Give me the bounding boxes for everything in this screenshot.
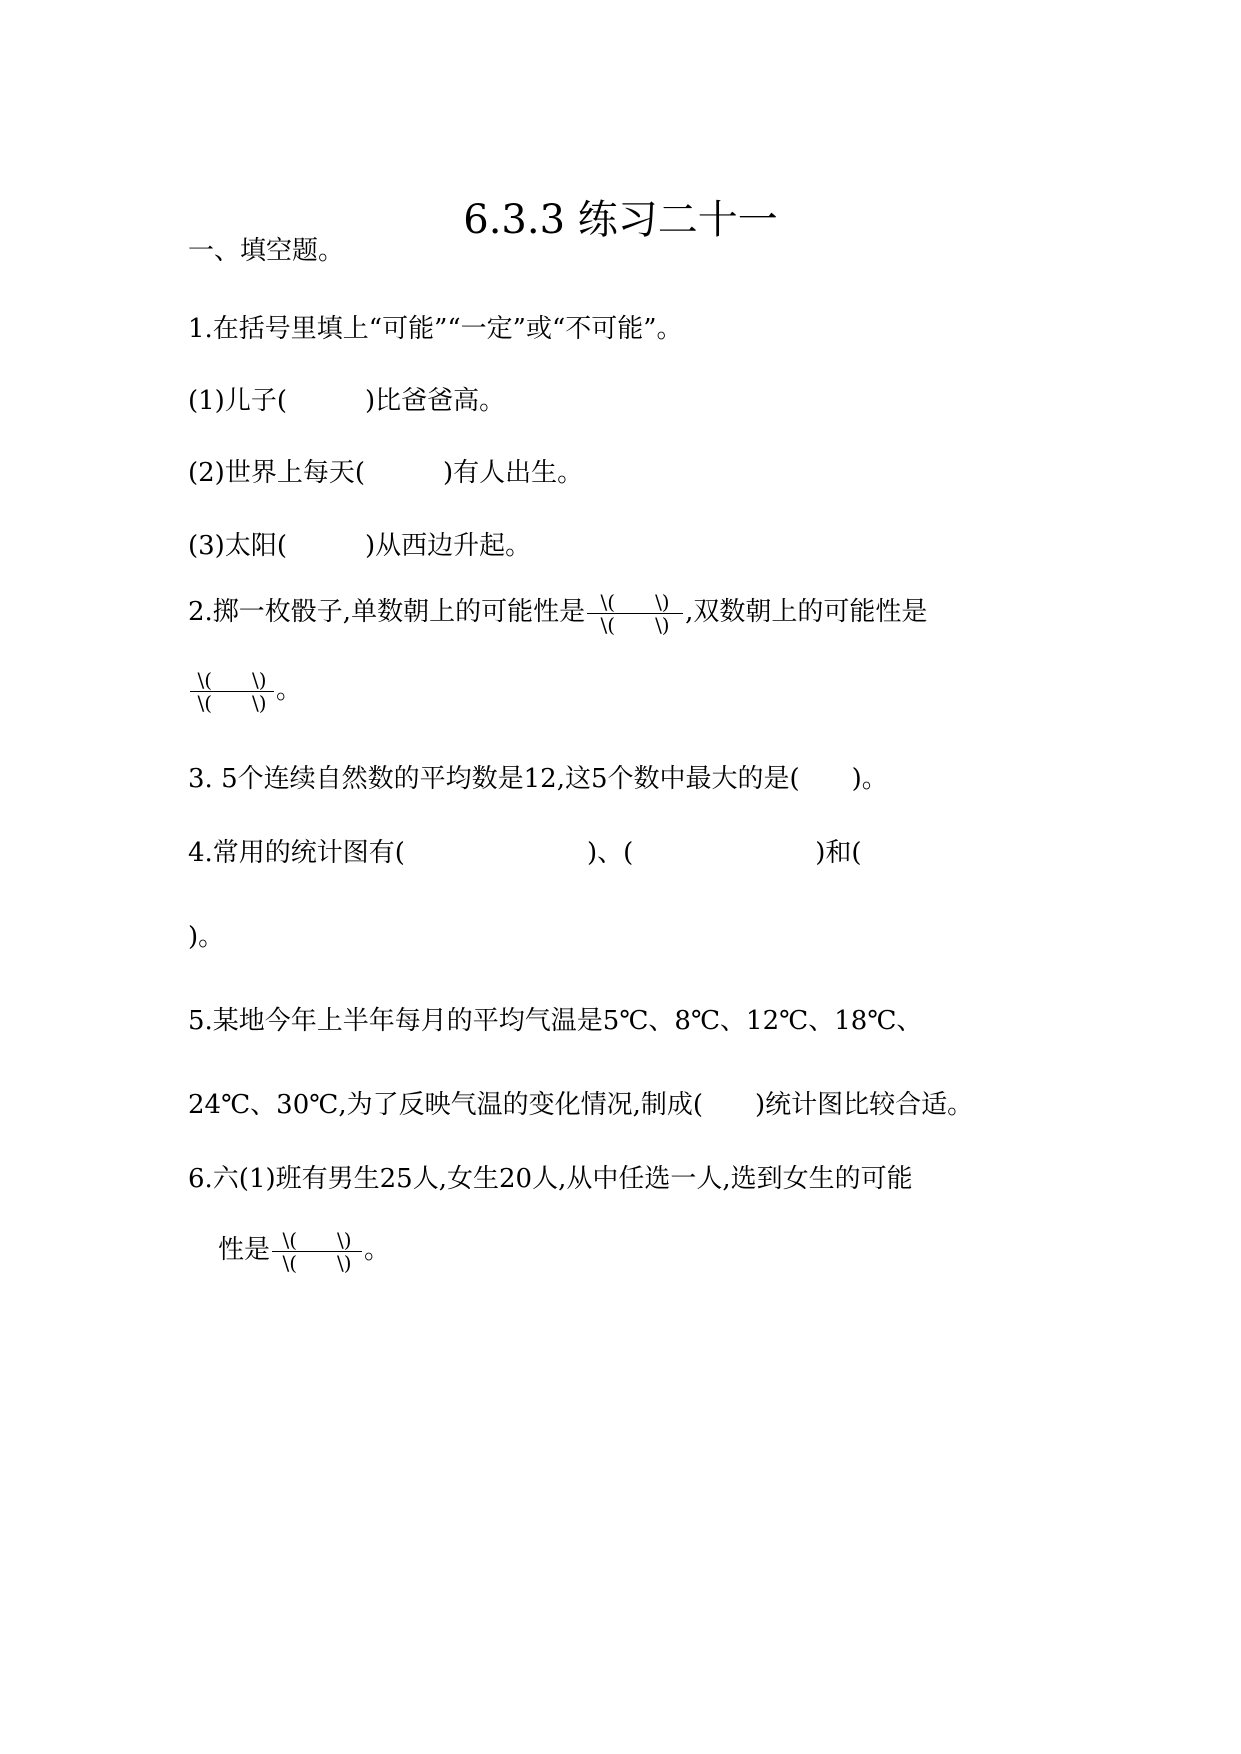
fraction-numerator: \( \) (587, 591, 683, 614)
fraction-denominator: \( \) (600, 612, 670, 637)
question-2-fraction-even (190, 669, 274, 714)
question-5-line-1: 5.某地今年上半年每月的平均气温是5℃、8℃、12℃、18℃、 (188, 1006, 923, 1036)
question-1-item-1: (1)儿子( )比爸爸高。 (188, 386, 506, 416)
fraction-denominator: \( \) (197, 690, 267, 715)
question-1-item-3: (3)太阳( )从西边升起。 (188, 531, 532, 561)
fraction-numerator: \( \) (190, 669, 274, 692)
question-2-line-1 (188, 590, 927, 636)
question-1-item-2: (2)世界上每天( )有人出生。 (188, 458, 584, 488)
question-4-line-1: 4.常用的统计图有( )、( )和( (188, 838, 862, 868)
question-1-stem: 1.在括号里填上“可能”“一定”或“不可能”。 (188, 314, 683, 344)
page-title: 6.3.3 练习二十一 (463, 197, 778, 243)
section-heading: 一、填空题。 (188, 236, 345, 266)
question-6-line-2 (218, 1228, 390, 1274)
question-2-end: 。 (276, 675, 303, 705)
question-6-prefix: 性是 (218, 1235, 271, 1265)
question-6-end: 。 (364, 1235, 391, 1265)
fraction-denominator: \( \) (282, 1250, 352, 1275)
question-6-line-1: 6.六(1)班有男生25人,女生20人,从中任选一人,选到女生的可能 (188, 1164, 913, 1194)
question-4-line-2: )。 (188, 922, 225, 952)
question-6-fraction (272, 1229, 362, 1274)
question-2-fraction-odd (587, 591, 683, 636)
question-2-line-2 (188, 668, 302, 714)
question-2-text-b: ,双数朝上的可能性是 (685, 597, 928, 627)
question-3: 3. 5个连续自然数的平均数是12,这5个数中最大的是( )。 (188, 764, 888, 794)
question-5-line-2: 24℃、30℃,为了反映气温的变化情况,制成( )统计图比较合适。 (188, 1090, 974, 1120)
fraction-numerator: \( \) (272, 1229, 362, 1252)
question-2-text-a: 2.掷一枚骰子,单数朝上的可能性是 (188, 597, 586, 627)
